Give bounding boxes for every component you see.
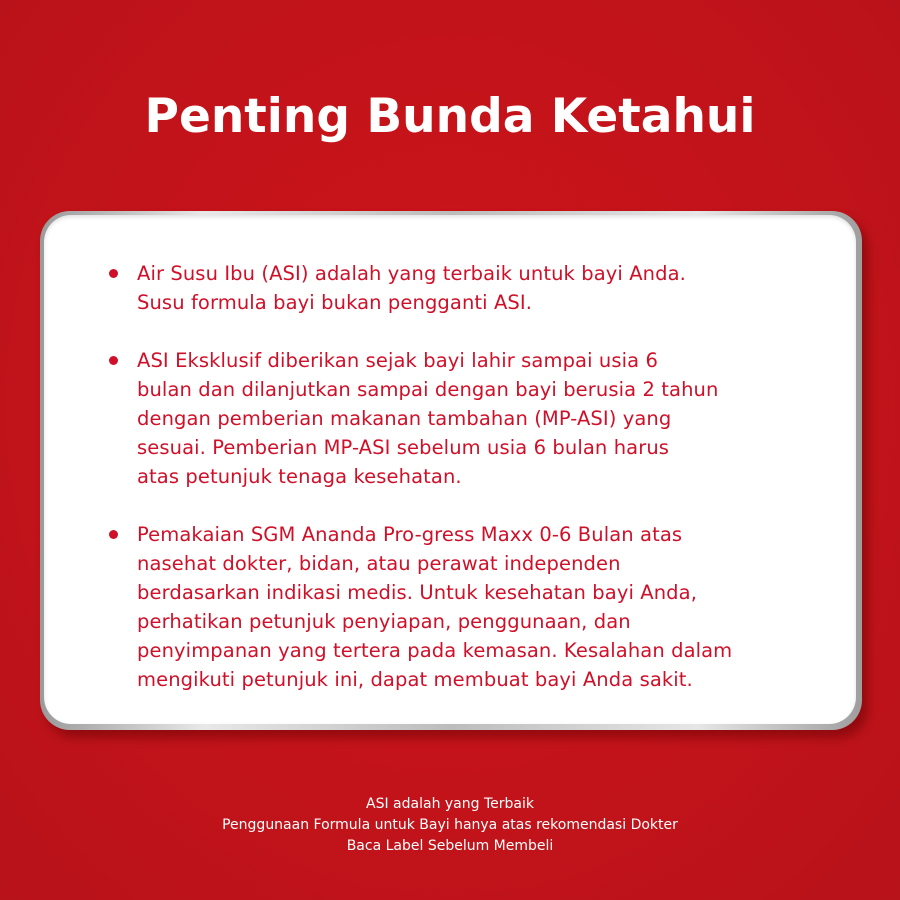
footer-line-formula-recommendation: Penggunaan Formula untuk Bayi hanya atas rekomendasi Dokter (222, 817, 678, 833)
bullet-line: mengikuti petunjuk ini, dapat membuat bayi Anda sakit. (137, 668, 693, 691)
bullet-line: penyimpanan yang tertera pada kemasan. Kesalahan dalam (137, 639, 733, 662)
bullet-dot-icon (109, 356, 118, 365)
footer-disclaimer (0, 794, 900, 857)
bullet-line: perhatikan petunjuk penyiapan, penggunaan, dan (137, 610, 631, 633)
bullet-line: berdasarkan indikasi medis. Untuk kesehatan bayi Anda, (137, 581, 697, 604)
bullet-line: ASI Eksklusif diberikan sejak bayi lahir sampai usia 6 (137, 349, 659, 372)
bullet-line: nasehat dokter, bidan, atau perawat independen (137, 552, 621, 575)
bullet-line: Pemakaian SGM Ananda Pro-gress Maxx 0-6 Bulan atas (137, 523, 683, 546)
bullet-dot-icon (109, 269, 118, 278)
bullet-line: dengan pemberian makanan tambahan (MP-ASI) yang (137, 407, 672, 430)
bullet-line: sesuai. Pemberian MP-ASI sebelum usia 6 bulan harus (137, 436, 670, 459)
bullet-dot-icon (109, 530, 118, 539)
footer-line-asi-best: ASI adalah yang Terbaik (366, 796, 534, 812)
bullet-line: bulan dan dilanjutkan sampai dengan bayi berusia 2 tahun (137, 378, 719, 401)
bullet-item-product-usage (137, 520, 837, 694)
page-title: Penting Bunda Ketahui (144, 89, 756, 144)
bullet-item-asi-best (137, 259, 837, 317)
bullet-item-asi-exclusive (137, 346, 837, 491)
bullet-line: Susu formula bayi bukan pengganti ASI. (137, 291, 533, 314)
bullet-list (137, 259, 837, 723)
footer-line-read-label: Baca Label Sebelum Membeli (346, 838, 554, 854)
bullet-line: Air Susu Ibu (ASI) adalah yang terbaik untuk bayi Anda. (137, 262, 686, 285)
bullet-line: atas petunjuk tenaga kesehatan. (137, 465, 462, 488)
